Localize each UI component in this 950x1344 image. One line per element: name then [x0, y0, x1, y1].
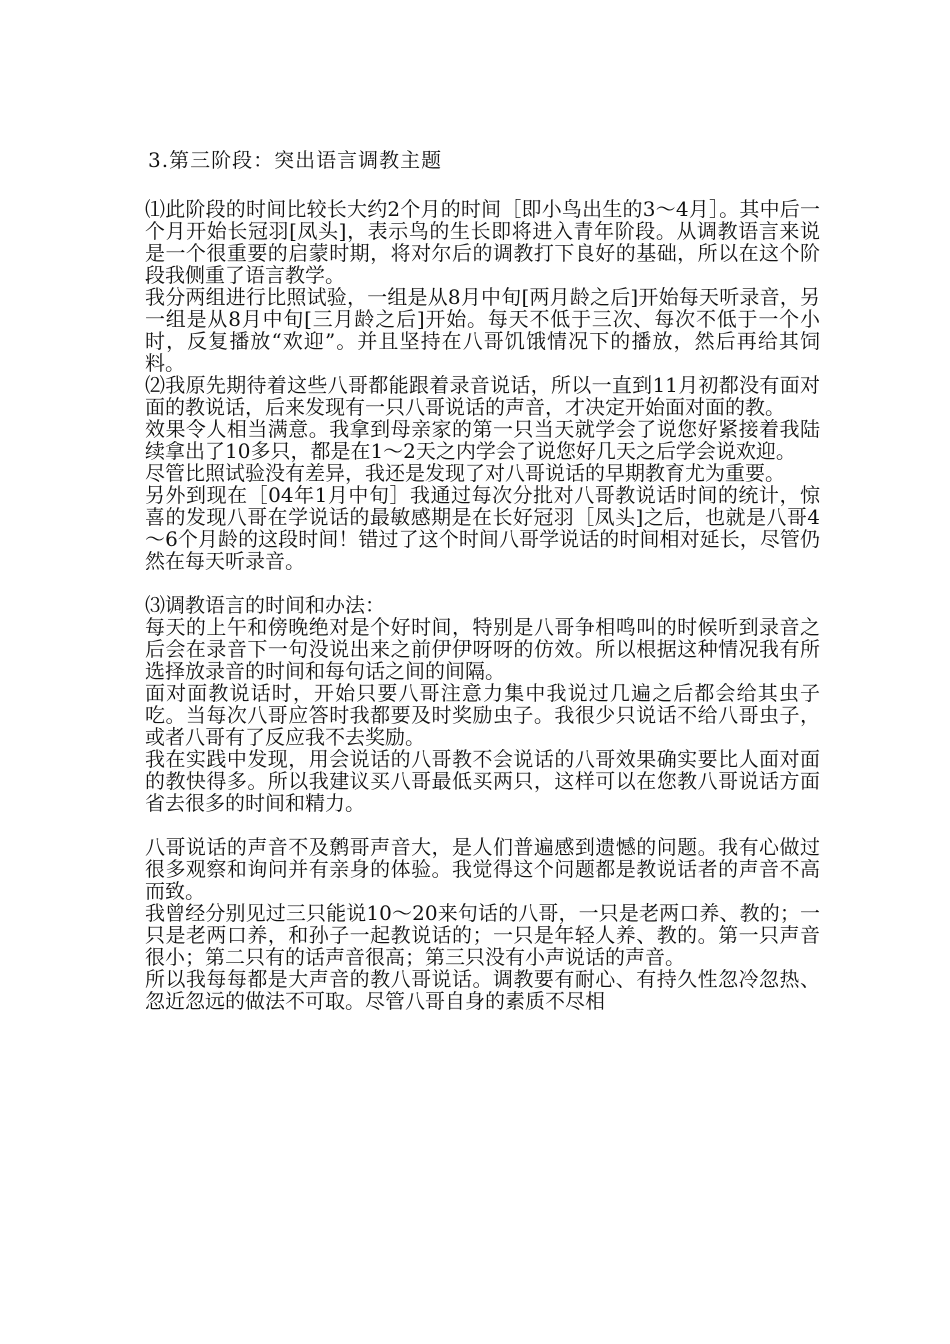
paragraph-3: ⑵我原先期待着这些八哥都能跟着录音说话，所以一直到11月初都没有面对面的教说话，后来发现有一只八哥说话的声音，才决定开始面对面的教。	[145, 373, 820, 419]
paragraph-10: 我在实践中发现，用会说话的八哥教不会说话的八哥效果确实要比人面对面的教快得多。所以我建议买八哥最低买两只，这样可以在您教八哥说话方面省去很多的时间和精力。	[145, 747, 820, 815]
paragraph-4: 效果令人相当满意。我拿到母亲家的第一只当天就学会了说您好紧接着我陆续拿出了10多只，都是在1～2天之内学会了说您好几天之后学会说欢迎。	[145, 417, 820, 463]
section-heading: 3.第三阶段：突出语言调教主题	[148, 148, 443, 172]
paragraph-8: 每天的上午和傍晚绝对是个好时间，特别是八哥争相鸣叫的时候听到录音之后会在录音下一句没说出来之前伊伊呀呀的仿效。所以根据这种情况我有所选择放录音的时间和每句话之间的间隔。	[145, 615, 820, 683]
paragraph-1: ⑴此阶段的时间比较长大约2个月的时间［即小鸟出生的3～4月］。其中后一个月开始长冠羽[凤头]，表示鸟的生长即将进入青年阶段。从调教语言来说是一个很重要的启蒙时期，将对尔后的调教打下良好的基础，所以在这个阶段我侧重了语言教学。	[145, 197, 820, 287]
paragraph-5: 尽管比照试验没有差异，我还是发现了对八哥说话的早期教育尤为重要。	[145, 461, 785, 485]
paragraph-2: 我分两组进行比照试验，一组是从8月中旬[两月龄之后]开始每天听录音，另一组是从8月中旬[三月龄之后]开始。每天不低于三次、每次不低于一个小时，反复播放“欢迎”。并且坚持在八哥饥饿情况下的播放，然后再给其饲料。	[145, 285, 820, 375]
paragraph-9: 面对面教说话时，开始只要八哥注意力集中我说过几遍之后都会给其虫子吃。当每次八哥应答时我都要及时奖励虫子。我很少只说话不给八哥虫子，或者八哥有了反应我不去奖励。	[145, 681, 820, 749]
document-body	[145, 143, 820, 1012]
paragraph-12: 我曾经分别见过三只能说10～20来句话的八哥，一只是老两口养、教的；一只是老两口养，和孙子一起教说话的；一只是年轻人养、教的。第一只声音很小；第二只有的话声音很高；第三只没有小声说话的声音。	[145, 901, 820, 969]
paragraph-7: ⑶调教语言的时间和办法：	[145, 593, 385, 617]
paragraph-13: 所以我每每都是大声音的教八哥说话。调教要有耐心、有持久性忽冷忽热、忽近忽远的做法不可取。尽管八哥自身的素质不尽相	[145, 967, 820, 1013]
blank-line	[145, 814, 820, 836]
paragraph-6: 另外到现在［04年1月中旬］我通过每次分批对八哥教说话时间的统计，惊喜的发现八哥在学说话的最敏感期是在长好冠羽［凤头]之后，也就是八哥4～6个月龄的这段时间！错过了这个时间八哥学说话的时间相对延长，尽管仍然在每天听录音。	[145, 483, 820, 573]
paragraph-11: 八哥说话的声音不及鹩哥声音大，是人们普遍感到遗憾的问题。我有心做过很多观察和询问并有亲身的体验。我觉得这个问题都是教说话者的声音不高而致。	[145, 835, 820, 903]
blank-line	[145, 572, 820, 594]
